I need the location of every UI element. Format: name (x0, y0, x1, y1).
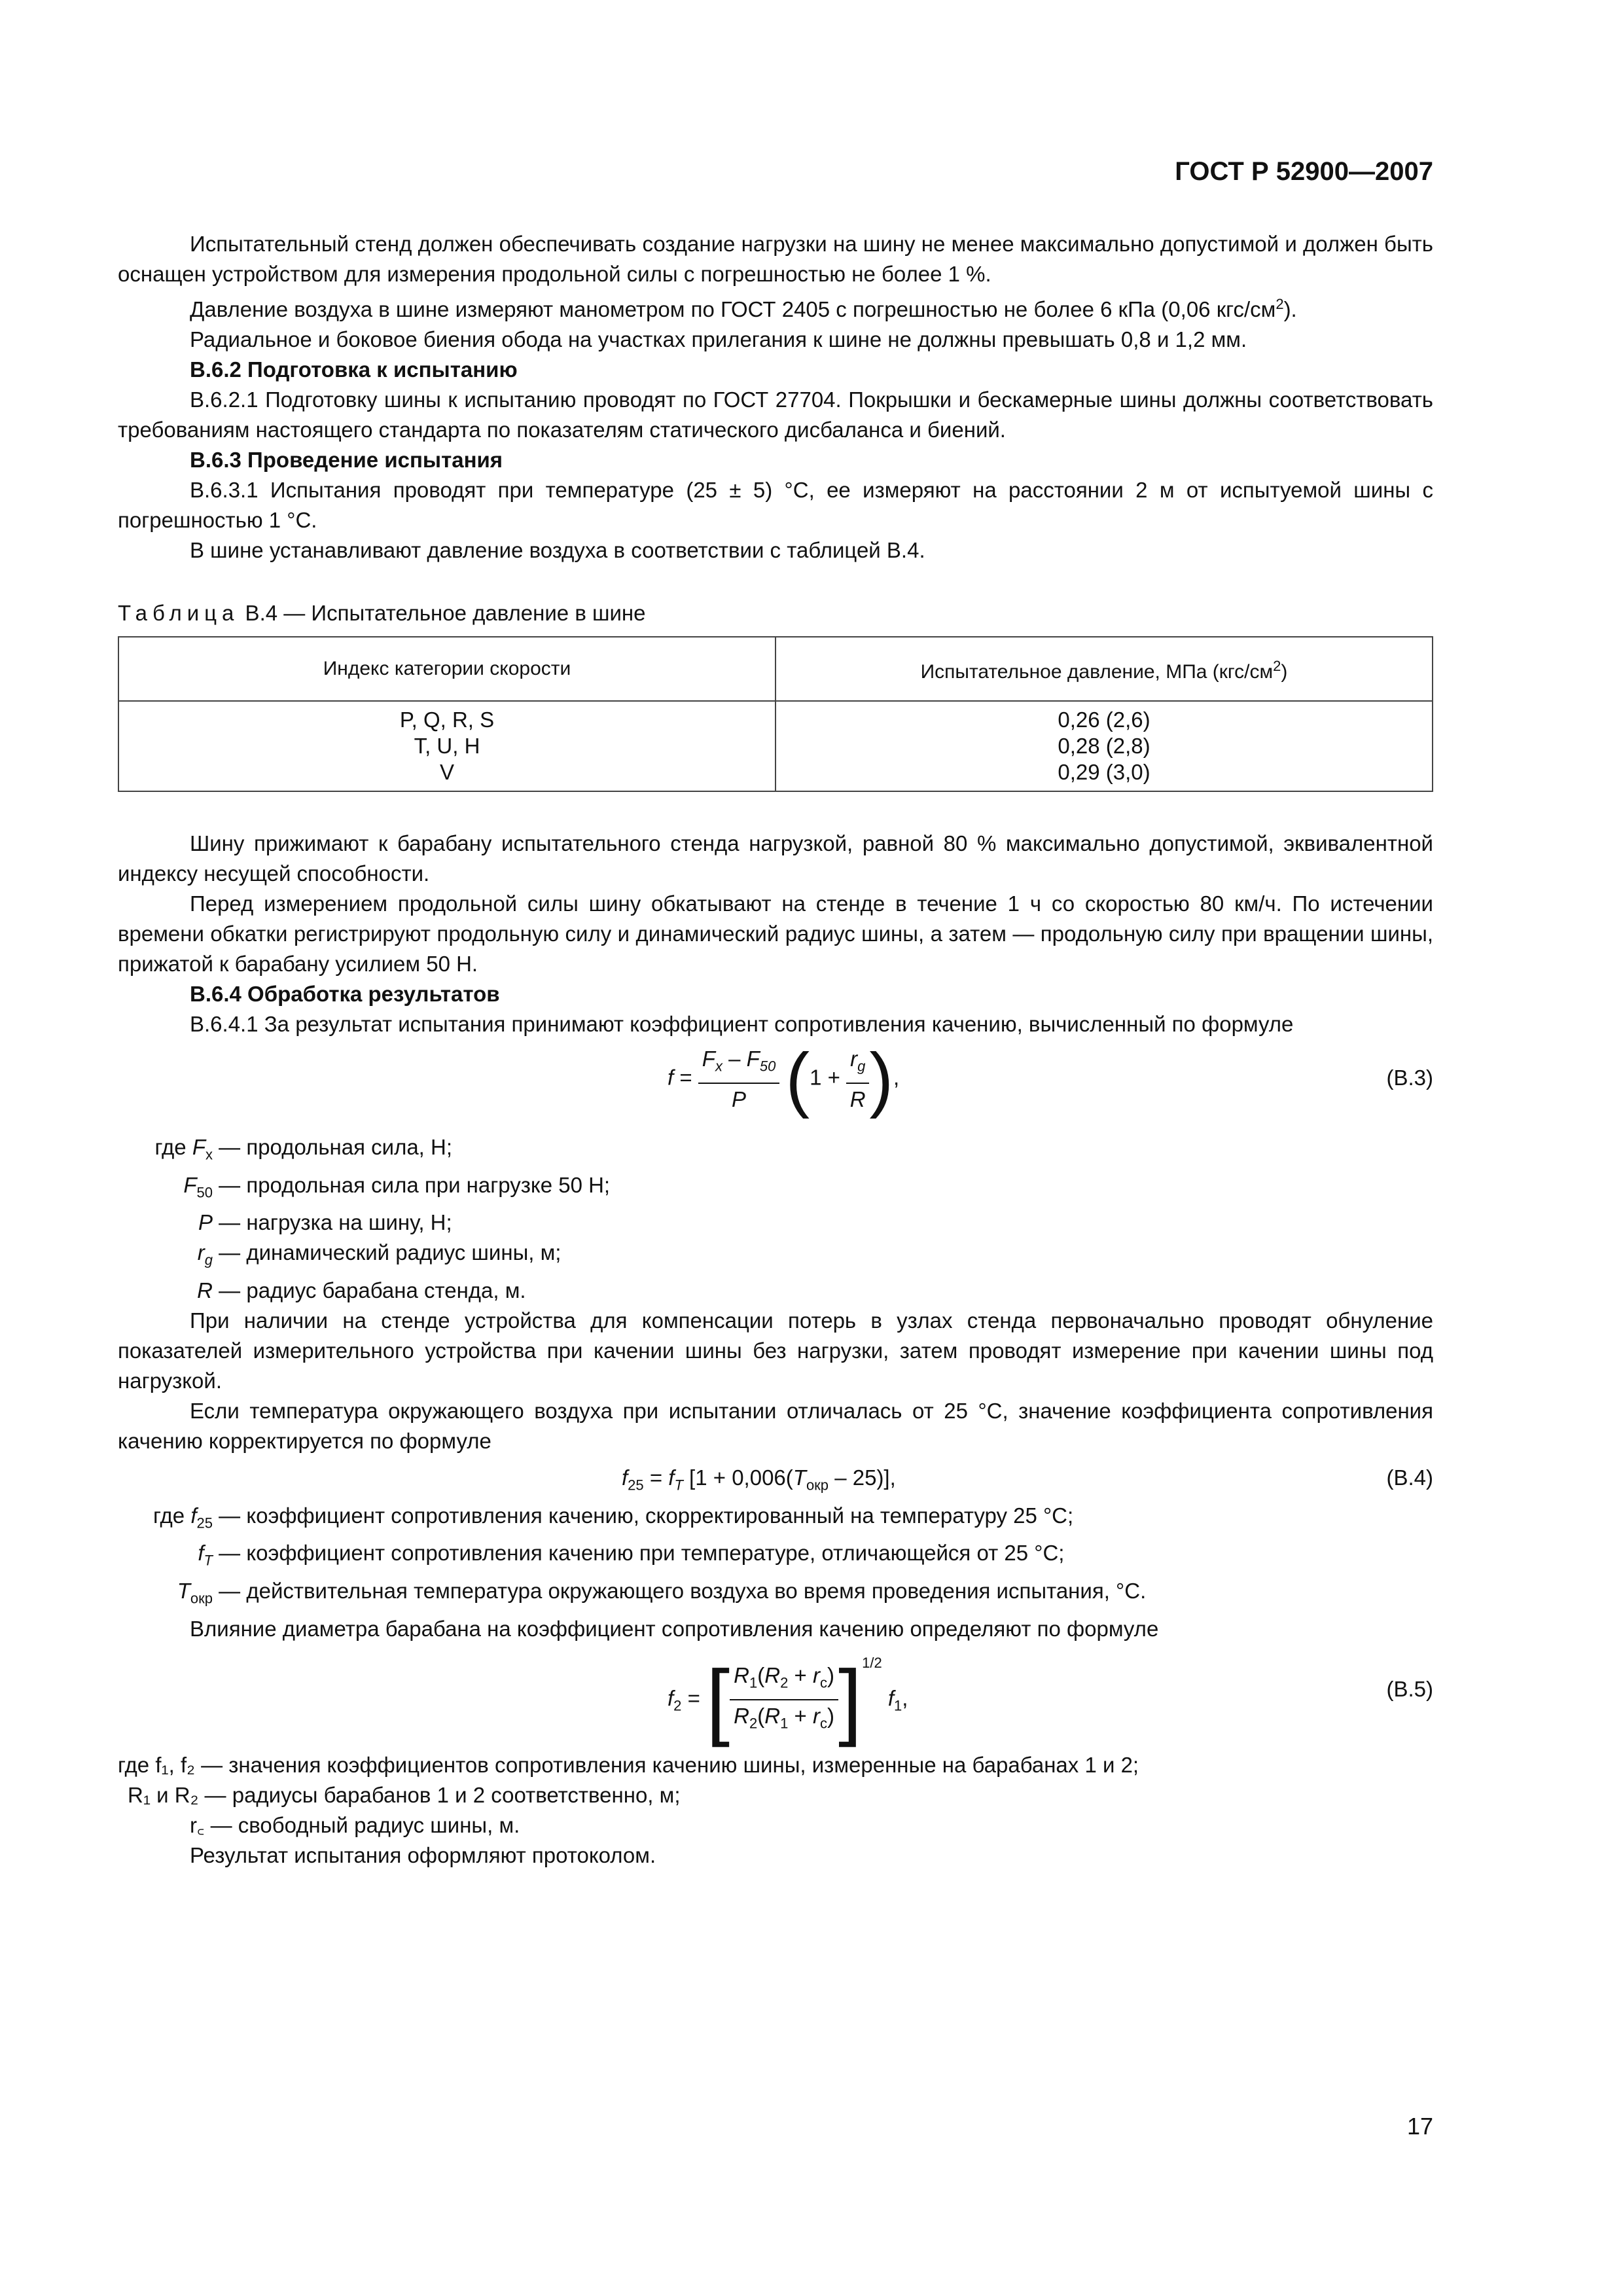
page-content (118, 229, 1433, 1871)
paragraph: Испытательный стенд должен обеспечивать создание нагрузки на шину не менее максимально допустимой и должен быть оснащен устройством для измерения продольной силы с погрешностью не более 1 %. (118, 232, 1433, 286)
section-heading: В.6.3 Проведение испытания (190, 448, 503, 472)
table-cell-speed-index: P, Q, R, S T, U, H V (118, 701, 776, 791)
table-header-pressure: Испытательное давление, МПа $(кгс/см^2)$ (776, 637, 1433, 701)
table-cell-pressure: 0,26 (2,6) 0,28 (2,8) 0,29 (3,0) (776, 701, 1433, 791)
pressure-table (118, 636, 1433, 792)
where-list-1: где $F_x$ — продольная сила, Н; $F_{50}$ — продольная сила при нагрузке 50 Н; P — нагрузка на шину, Н; $r_g$ — динамический радиус шины, м; R — радиус барабана стенда, м. (154, 1135, 611, 1302)
paragraph: Шину прижимают к барабану испытательного стенда нагрузкой, равной 80 % максимально допустимой, эквивалентной индексу несущей способности. (118, 831, 1433, 886)
paragraph: Перед измерением продольной силы шину обкатывают на стенде в течение 1 ч со скоростью 80 км/ч. По истечении времени обкатки регистрируют продольную силу и динамический радиус шины, а затем — продольную силу при вращении шины, прижатой к барабану усилием 50 Н. (118, 891, 1433, 976)
page-number: 17 (1406, 2113, 1433, 2140)
paragraph: В.6.2.1 Подготовку шины к испытанию проводят по ГОСТ 27704. Покрышки и бескамерные шины должны соответствовать требованиям настоящего стандарта по показателям статического дисбаланса и биений. (118, 387, 1433, 442)
table-header-speed-index: Индекс категории скорости (118, 637, 776, 701)
section-heading: В.6.4 Обработка результатов (190, 982, 500, 1006)
formula-number: (В.4) (1386, 1465, 1433, 1490)
paragraph: Влияние диаметра барабана на коэффициент сопротивления качению определяют по формуле (190, 1616, 1159, 1641)
table-caption: Таблица В.4 — Испытательное давление в шине (118, 601, 646, 625)
formula-b5: $f_2$ = [ $\frac{R_1(R_2 + r_c)}{R_2(R_1 + r_c)}$ ]$^{1/2}$ $f_1$, (В.5) (668, 1651, 1433, 1748)
paragraph: В.6.3.1 Испытания проводят при температуре (25 ± 5) °С, ее измеряют на расстоянии 2 м от испытуемой шины с погрешностью 1 °С. (118, 478, 1433, 532)
paragraph: Результат испытания оформляют протоколом. (190, 1842, 656, 1867)
document-code: ГОСТ Р 52900—2007 (1175, 157, 1433, 186)
paragraph: В шине устанавливают давление воздуха в соответствии с таблицей В.4. (190, 538, 925, 562)
section-heading: В.6.2 Подготовка к испытанию (190, 357, 518, 382)
paragraph: При наличии на стенде устройства для компенсации потерь в узлах стенда первоначально проводят обнуление показателей измерительного устройства при качении шины без нагрузки, затем проводят измерение при качении шины под нагрузкой. (118, 1308, 1433, 1393)
formula-number: (В.3) (1386, 1066, 1433, 1090)
paragraph: Если температура окружающего воздуха при испытании отличалась от 25 °С, значение коэффициента сопротивления качению корректируется по формуле (118, 1398, 1433, 1453)
formula-b4: $f_{25} = f_T$ $[1 + 0,006(T_{окр} - 25)]$, (В.4) (118, 1460, 1433, 1497)
paragraph: Давление воздуха в шине измеряют манометром по ГОСТ 2405 с погрешностью не более 6 кПа (0,06 кгс/$см^2$). (190, 296, 1297, 321)
formula-number: (В.5) (1386, 1676, 1433, 1701)
where-list-2: где $f_{25}$ — коэффициент сопротивления качению, скорректированный на температуру 25 °С; $f_T$ — коэффициент сопротивления качению при температуре, отличающейся от 25 °С; $T_{окр}$ — действительная температура окружающего воздуха во время проведения испытания, °С. (153, 1503, 1147, 1607)
paragraph: Радиальное и боковое биения обода на участках прилегания к шине не должны превышать 0,8 и 1,2 мм. (190, 327, 1247, 351)
formula-b3: f = $\frac{F_x - F_{50}}{P}$ (1 + $\frac{r_g}{R}$ ), (В.3) (668, 1039, 1433, 1119)
paragraph: В.6.4.1 За результат испытания принимают коэффициент сопротивления качению, вычисленный по формуле (190, 1012, 1294, 1036)
where-list-3: где f₁, f₂ — значения коэффициентов сопротивления качению шины, измеренные на барабанах 1 и 2; R₁ и R₂ — радиусы барабанов 1 и 2 соответственно, м; r꜀ — свободный радиус шины, м. (118, 1752, 1139, 1837)
